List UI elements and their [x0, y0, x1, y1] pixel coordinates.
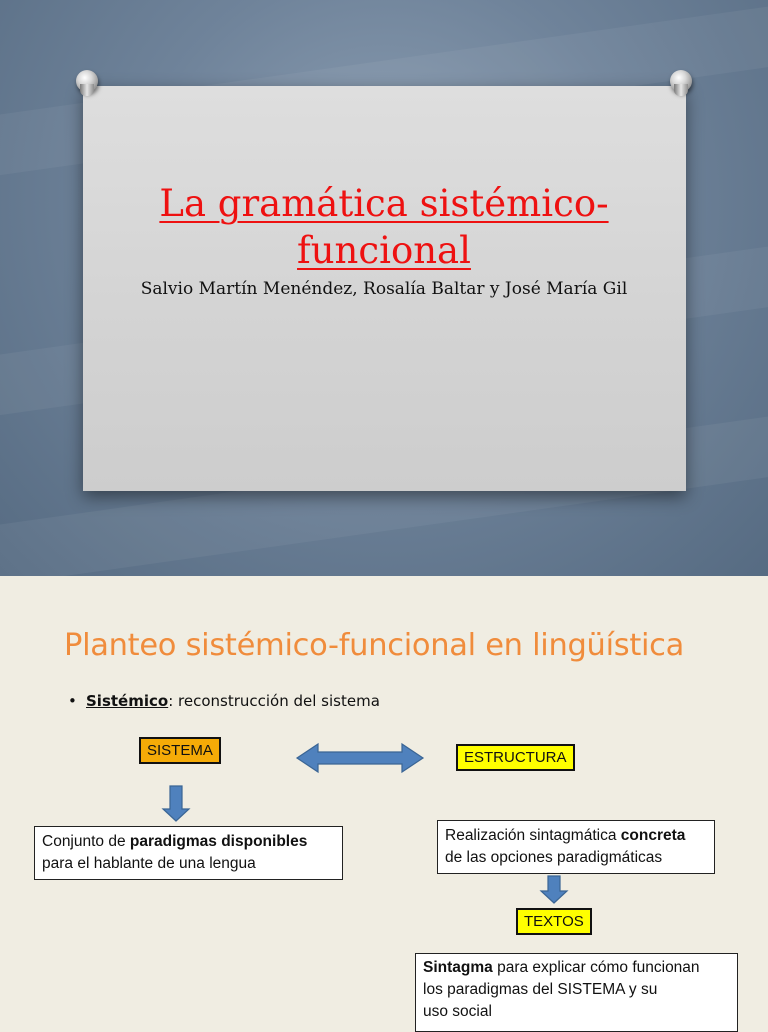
- down-arrow-sistema-icon: [163, 786, 189, 821]
- paradigmas-box-bold: paradigmas disponibles: [129, 833, 308, 850]
- bullet-bold-term: Sistémico: [86, 692, 169, 710]
- sistema-tag: SISTEMA: [139, 737, 221, 764]
- textos-tag: TEXTOS: [516, 908, 592, 935]
- sintagma-box-text: para explicar cómo funcionan: [492, 959, 700, 976]
- down-arrow-textos-icon: [541, 876, 567, 903]
- sintagma-box-line-2: los paradigmas del SISTEMA y su: [423, 981, 658, 998]
- realizacion-box-line-2: de las opciones paradigmáticas: [445, 849, 663, 866]
- double-arrow-icon: [297, 744, 423, 772]
- sintagma-box-bold: Sintagma: [423, 959, 493, 976]
- slide-1-title-line-1: La gramática sistémico-: [159, 182, 609, 225]
- paradigmas-box-line-2: para el hablante de una lengua: [42, 855, 256, 872]
- sintagma-box: [415, 953, 738, 1032]
- pushpin-right-icon: [670, 70, 692, 92]
- slide-2: [0, 576, 768, 1024]
- slide-1-title-line-2: funcional: [297, 229, 471, 272]
- realizacion-box-bold: concreta: [620, 827, 686, 844]
- paradigmas-box: [34, 826, 343, 880]
- paradigmas-box-text: Conjunto de: [42, 833, 130, 850]
- slide-2-title: Planteo sistémico-funcional en lingüística: [64, 628, 685, 663]
- estructura-tag: ESTRUCTURA: [456, 744, 575, 771]
- slide-1-authors: Salvio Martín Menéndez, Rosalía Baltar y José María Gil: [140, 279, 628, 299]
- pushpin-left-icon: [76, 70, 98, 92]
- paradigmas-box-line-1: [42, 831, 335, 853]
- realizacion-box-line-1: [445, 825, 707, 847]
- realizacion-box-text: Realización sintagmática: [445, 827, 621, 844]
- bullet-text: : reconstrucción del sistema: [168, 692, 380, 710]
- slide-1-title: [0, 180, 768, 274]
- bullet-dot-icon: •: [68, 692, 77, 710]
- sintagma-box-line-1: [423, 957, 730, 979]
- realizacion-box: [437, 820, 715, 874]
- sintagma-box-line-3: uso social: [423, 1003, 492, 1020]
